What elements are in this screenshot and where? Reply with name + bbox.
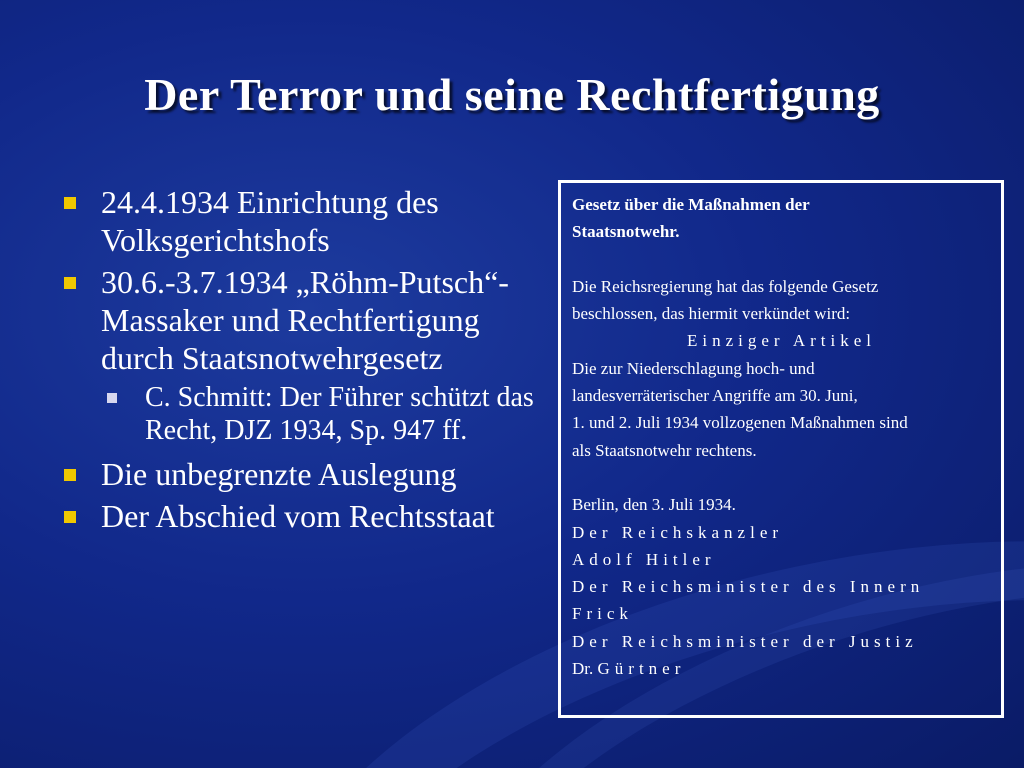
bullet-text: Der Abschied vom Rechtsstaat <box>101 498 495 534</box>
signatory-name: Gürtner <box>597 659 686 679</box>
square-bullet-icon <box>64 197 76 209</box>
slide-title: Der Terror und seine Rechtfertigung <box>144 69 880 120</box>
signatory-name: Adolf Hitler <box>572 549 716 569</box>
signatory-prefix: Dr. <box>572 659 594 679</box>
signatory-name: Frick <box>572 604 633 624</box>
bullet-text: 30.6.-3.7.1934 „Röhm-Putsch“-Massaker und Rechtfertigung durch Staatsnotwehrgesetz <box>101 264 509 376</box>
law-intro-line: Die Reichsregierung hat das folgende Gesetz <box>572 276 879 296</box>
bullet-text: 24.4.1934 Einrichtung des Volksgerichtshofs <box>101 184 439 258</box>
signatory-line <box>572 655 991 682</box>
law-body-line: landesverräterischer Angriffe am 30. Juni, <box>572 386 858 406</box>
bullet-item <box>62 455 542 493</box>
place-date: Berlin, den 3. Juli 1934. <box>572 495 736 515</box>
law-body-line: Die zur Niederschlagung hoch- und <box>572 358 815 378</box>
law-heading-line: Staatsnotwehr. <box>572 222 680 242</box>
article-title: Einziger Artikel <box>686 331 877 351</box>
signatory-title: Der Reichsminister des Innern <box>572 577 925 597</box>
bullet-text: Die unbegrenzte Auslegung <box>101 456 457 492</box>
square-sub-bullet-icon <box>107 393 117 403</box>
signatory-title: Der Reichskanzler <box>572 522 784 542</box>
bullet-list <box>62 183 542 539</box>
square-bullet-icon <box>64 511 76 523</box>
bullet-item <box>62 263 542 377</box>
square-bullet-icon <box>64 469 76 481</box>
bullet-item <box>62 497 542 535</box>
law-heading-line: Gesetz über die Maßnahmen der <box>572 195 810 214</box>
spacer <box>572 464 991 491</box>
spacer <box>572 246 991 273</box>
law-body-line: 1. und 2. Juli 1934 vollzogenen Maßnahmen sind <box>572 413 908 433</box>
law-text-box <box>558 180 1004 718</box>
signatory-title: Der Reichsminister der Justiz <box>572 631 918 651</box>
bullet-item <box>62 183 542 259</box>
square-bullet-icon <box>64 277 76 289</box>
law-intro-line: beschlossen, das hiermit verkündet wird: <box>572 304 851 324</box>
sub-bullet-item <box>107 381 542 447</box>
law-body-line: als Staatsnotwehr rechtens. <box>572 440 757 460</box>
sub-bullet-text: C. Schmitt: Der Führer schützt das Recht, DJZ 1934, Sp. 947 ff. <box>145 382 534 446</box>
